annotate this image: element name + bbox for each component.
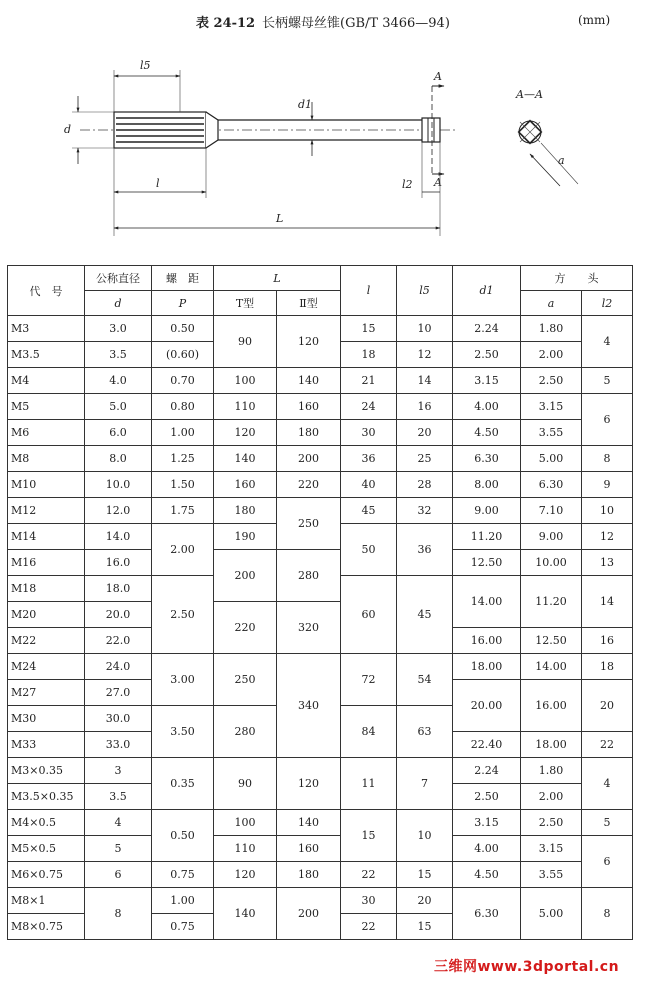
cell-LII: 180 bbox=[277, 420, 341, 446]
table-row bbox=[8, 888, 633, 914]
cell-a: 5.00 bbox=[521, 446, 582, 472]
cell-LT: 220 bbox=[214, 602, 277, 654]
cell-LT: 120 bbox=[214, 420, 277, 446]
cell-d1: 16.00 bbox=[453, 628, 521, 654]
col-L: L bbox=[214, 266, 341, 291]
cell-a: 1.80 bbox=[521, 316, 582, 342]
dim-l5: l5 bbox=[140, 59, 151, 72]
cell-LT: 140 bbox=[214, 888, 277, 940]
cell-code: M3 bbox=[8, 316, 85, 342]
cell-LT: 140 bbox=[214, 446, 277, 472]
cell-a: 14.00 bbox=[521, 654, 582, 680]
cell-l: 40 bbox=[341, 472, 397, 498]
col-square: 方 头 bbox=[521, 266, 633, 291]
cell-d: 5.0 bbox=[85, 394, 152, 420]
cell-l2: 6 bbox=[582, 394, 633, 446]
cell-code: M8×0.75 bbox=[8, 914, 85, 940]
cell-LII: 200 bbox=[277, 446, 341, 472]
table-row bbox=[8, 472, 633, 498]
cell-d1: 2.24 bbox=[453, 316, 521, 342]
section-title: A—A bbox=[516, 88, 543, 101]
cell-d1: 12.50 bbox=[453, 550, 521, 576]
col-d1: d1 bbox=[453, 266, 521, 316]
cell-a: 16.00 bbox=[521, 680, 582, 732]
cell-l2: 5 bbox=[582, 810, 633, 836]
table-row bbox=[8, 862, 633, 888]
cell-l: 45 bbox=[341, 498, 397, 524]
cell-l2: 8 bbox=[582, 888, 633, 940]
cell-d: 6.0 bbox=[85, 420, 152, 446]
cell-l: 22 bbox=[341, 914, 397, 940]
cell-d: 4.0 bbox=[85, 368, 152, 394]
cell-l: 30 bbox=[341, 888, 397, 914]
cell-d: 6 bbox=[85, 862, 152, 888]
cell-l: 11 bbox=[341, 758, 397, 810]
cell-code: M8 bbox=[8, 446, 85, 472]
header-row bbox=[8, 291, 633, 316]
col-L-II: Ⅱ型 bbox=[277, 291, 341, 316]
cell-P: 3.50 bbox=[152, 706, 214, 758]
cell-l2: 14 bbox=[582, 576, 633, 628]
cell-d1: 2.50 bbox=[453, 784, 521, 810]
table-title: 长柄螺母丝锥(GB/T 3466—94) bbox=[262, 16, 450, 31]
cell-d1: 4.00 bbox=[453, 836, 521, 862]
cell-code: M27 bbox=[8, 680, 85, 706]
cell-P: 0.75 bbox=[152, 862, 214, 888]
cell-d1: 4.50 bbox=[453, 862, 521, 888]
spec-table bbox=[7, 265, 633, 940]
cell-l5: 15 bbox=[397, 862, 453, 888]
dim-l2: l2 bbox=[402, 178, 413, 191]
cell-LII: 180 bbox=[277, 862, 341, 888]
cell-l: 72 bbox=[341, 654, 397, 706]
cell-l5: 12 bbox=[397, 342, 453, 368]
cell-LT: 190 bbox=[214, 524, 277, 550]
cell-LT: 90 bbox=[214, 316, 277, 368]
cell-a: 7.10 bbox=[521, 498, 582, 524]
cell-d1: 3.15 bbox=[453, 368, 521, 394]
table-row bbox=[8, 550, 633, 576]
cell-d: 8 bbox=[85, 888, 152, 940]
cell-LII: 120 bbox=[277, 316, 341, 368]
header-row bbox=[8, 266, 633, 291]
col-l2: l2 bbox=[582, 291, 633, 316]
cell-d1: 4.00 bbox=[453, 394, 521, 420]
cell-d1: 2.50 bbox=[453, 342, 521, 368]
cell-d1: 22.40 bbox=[453, 732, 521, 758]
cell-LT: 90 bbox=[214, 758, 277, 810]
watermark: 三维网www.3dportal.cn bbox=[434, 959, 620, 975]
dim-d: d bbox=[64, 123, 72, 136]
cell-P: 0.50 bbox=[152, 316, 214, 342]
cell-P: 0.35 bbox=[152, 758, 214, 810]
cell-P: 1.00 bbox=[152, 888, 214, 914]
taper bbox=[206, 112, 218, 148]
section-mark-bottom: A bbox=[434, 176, 442, 189]
col-l: l bbox=[341, 266, 397, 316]
cell-l5: 32 bbox=[397, 498, 453, 524]
cell-LII: 120 bbox=[277, 758, 341, 810]
cell-LT: 200 bbox=[214, 550, 277, 602]
table-row bbox=[8, 394, 633, 420]
cell-LII: 140 bbox=[277, 368, 341, 394]
cell-d1: 6.30 bbox=[453, 446, 521, 472]
cell-l2: 8 bbox=[582, 446, 633, 472]
cell-d1: 8.00 bbox=[453, 472, 521, 498]
cell-LT: 280 bbox=[214, 706, 277, 758]
cell-l5: 10 bbox=[397, 810, 453, 862]
cell-P: 1.25 bbox=[152, 446, 214, 472]
cell-l5: 25 bbox=[397, 446, 453, 472]
table-number: 表 24-12 bbox=[196, 16, 256, 31]
cell-code: M24 bbox=[8, 654, 85, 680]
cell-code: M3.5×0.35 bbox=[8, 784, 85, 810]
cell-d1: 18.00 bbox=[453, 654, 521, 680]
cell-d1: 4.50 bbox=[453, 420, 521, 446]
cell-P: 2.00 bbox=[152, 524, 214, 576]
cell-d: 10.0 bbox=[85, 472, 152, 498]
cell-LT: 250 bbox=[214, 654, 277, 706]
cell-d1: 20.00 bbox=[453, 680, 521, 732]
cell-l: 21 bbox=[341, 368, 397, 394]
cell-l5: 54 bbox=[397, 654, 453, 706]
cell-d: 30.0 bbox=[85, 706, 152, 732]
table-row bbox=[8, 316, 633, 342]
cell-d: 8.0 bbox=[85, 446, 152, 472]
cell-code: M33 bbox=[8, 732, 85, 758]
col-L-T: T型 bbox=[214, 291, 277, 316]
cell-l5: 63 bbox=[397, 706, 453, 758]
cell-code: M22 bbox=[8, 628, 85, 654]
cell-a: 11.20 bbox=[521, 576, 582, 628]
cell-d: 24.0 bbox=[85, 654, 152, 680]
cell-l5: 15 bbox=[397, 914, 453, 940]
cell-l5: 7 bbox=[397, 758, 453, 810]
cell-l2: 4 bbox=[582, 316, 633, 368]
dim-L: L bbox=[276, 212, 284, 225]
cell-l: 60 bbox=[341, 576, 397, 654]
cell-l: 22 bbox=[341, 862, 397, 888]
table-row bbox=[8, 498, 633, 524]
cell-d: 20.0 bbox=[85, 602, 152, 628]
cell-code: M6×0.75 bbox=[8, 862, 85, 888]
cell-a: 1.80 bbox=[521, 758, 582, 784]
cell-l: 24 bbox=[341, 394, 397, 420]
cell-code: M8×1 bbox=[8, 888, 85, 914]
cell-a: 3.15 bbox=[521, 394, 582, 420]
cell-P: 0.50 bbox=[152, 810, 214, 862]
cell-LII: 280 bbox=[277, 550, 341, 602]
table-row bbox=[8, 836, 633, 862]
cell-d: 22.0 bbox=[85, 628, 152, 654]
cell-d: 18.0 bbox=[85, 576, 152, 602]
cell-code: M18 bbox=[8, 576, 85, 602]
col-nominal-sym: d bbox=[85, 291, 152, 316]
cell-d: 3.5 bbox=[85, 342, 152, 368]
cell-d: 3.5 bbox=[85, 784, 152, 810]
table-caption bbox=[0, 10, 653, 34]
cell-l: 50 bbox=[341, 524, 397, 576]
cell-l2: 22 bbox=[582, 732, 633, 758]
cell-LT: 110 bbox=[214, 836, 277, 862]
cell-P: 0.80 bbox=[152, 394, 214, 420]
cell-l5: 16 bbox=[397, 394, 453, 420]
col-code: 代 号 bbox=[8, 266, 85, 316]
dim-d1: d1 bbox=[298, 98, 313, 111]
cell-a: 10.00 bbox=[521, 550, 582, 576]
col-l5: l5 bbox=[397, 266, 453, 316]
cell-LT: 100 bbox=[214, 368, 277, 394]
cell-a: 6.30 bbox=[521, 472, 582, 498]
cell-LII: 160 bbox=[277, 836, 341, 862]
cell-d: 4 bbox=[85, 810, 152, 836]
table-row bbox=[8, 810, 633, 836]
table-row bbox=[8, 654, 633, 680]
table-row bbox=[8, 420, 633, 446]
cell-l2: 16 bbox=[582, 628, 633, 654]
cell-code: M5 bbox=[8, 394, 85, 420]
cell-d1: 9.00 bbox=[453, 498, 521, 524]
cell-l: 18 bbox=[341, 342, 397, 368]
cell-l2: 6 bbox=[582, 836, 633, 888]
cell-a: 2.50 bbox=[521, 368, 582, 394]
cell-a: 18.00 bbox=[521, 732, 582, 758]
cell-d1: 2.24 bbox=[453, 758, 521, 784]
cell-d1: 14.00 bbox=[453, 576, 521, 628]
cell-LII: 200 bbox=[277, 888, 341, 940]
cell-LT: 120 bbox=[214, 862, 277, 888]
cell-a: 2.50 bbox=[521, 810, 582, 836]
cell-l2: 18 bbox=[582, 654, 633, 680]
cell-l2: 12 bbox=[582, 524, 633, 550]
cell-LT: 100 bbox=[214, 810, 277, 836]
cell-code: M6 bbox=[8, 420, 85, 446]
cell-l2: 20 bbox=[582, 680, 633, 732]
unit-label: (mm) bbox=[578, 13, 611, 27]
cell-a: 3.55 bbox=[521, 420, 582, 446]
cell-P: 1.50 bbox=[152, 472, 214, 498]
cell-P: 2.50 bbox=[152, 576, 214, 654]
cell-code: M16 bbox=[8, 550, 85, 576]
cell-l2: 4 bbox=[582, 758, 633, 810]
cell-l: 36 bbox=[341, 446, 397, 472]
cell-code: M10 bbox=[8, 472, 85, 498]
cell-d: 27.0 bbox=[85, 680, 152, 706]
col-a: a bbox=[521, 291, 582, 316]
cell-l5: 28 bbox=[397, 472, 453, 498]
cell-d: 14.0 bbox=[85, 524, 152, 550]
cell-d: 3 bbox=[85, 758, 152, 784]
cell-l5: 20 bbox=[397, 420, 453, 446]
cell-LII: 160 bbox=[277, 394, 341, 420]
cell-d1: 11.20 bbox=[453, 524, 521, 550]
cell-d1: 6.30 bbox=[453, 888, 521, 940]
cell-code: M4 bbox=[8, 368, 85, 394]
square-head bbox=[422, 118, 440, 142]
dim-a: a bbox=[558, 154, 565, 167]
col-pitch-sym: P bbox=[152, 291, 214, 316]
section-mark-top: A bbox=[434, 70, 442, 83]
cell-LII: 340 bbox=[277, 654, 341, 758]
table-row bbox=[8, 368, 633, 394]
cell-P: (0.60) bbox=[152, 342, 214, 368]
cell-P: 3.00 bbox=[152, 654, 214, 706]
col-nominal: 公称直径 bbox=[85, 266, 152, 291]
cell-P: 0.75 bbox=[152, 914, 214, 940]
cell-code: M12 bbox=[8, 498, 85, 524]
cell-a: 3.55 bbox=[521, 862, 582, 888]
cell-code: M3×0.35 bbox=[8, 758, 85, 784]
cell-a: 12.50 bbox=[521, 628, 582, 654]
cell-a: 2.00 bbox=[521, 342, 582, 368]
cell-l5: 14 bbox=[397, 368, 453, 394]
cell-a: 5.00 bbox=[521, 888, 582, 940]
cell-d: 5 bbox=[85, 836, 152, 862]
cell-l: 15 bbox=[341, 316, 397, 342]
cell-l2: 9 bbox=[582, 472, 633, 498]
cell-l5: 20 bbox=[397, 888, 453, 914]
cell-d: 12.0 bbox=[85, 498, 152, 524]
cell-l5: 10 bbox=[397, 316, 453, 342]
cell-LII: 140 bbox=[277, 810, 341, 836]
cell-a: 2.00 bbox=[521, 784, 582, 810]
cell-LT: 180 bbox=[214, 498, 277, 524]
cell-l: 30 bbox=[341, 420, 397, 446]
cell-d: 16.0 bbox=[85, 550, 152, 576]
cell-l2: 13 bbox=[582, 550, 633, 576]
cell-code: M30 bbox=[8, 706, 85, 732]
cell-LT: 160 bbox=[214, 472, 277, 498]
cell-l5: 36 bbox=[397, 524, 453, 576]
cell-code: M5×0.5 bbox=[8, 836, 85, 862]
cell-code: M20 bbox=[8, 602, 85, 628]
cell-d: 3.0 bbox=[85, 316, 152, 342]
cell-LII: 320 bbox=[277, 602, 341, 654]
cell-l: 15 bbox=[341, 810, 397, 862]
cell-P: 0.70 bbox=[152, 368, 214, 394]
cell-l2: 5 bbox=[582, 368, 633, 394]
cell-code: M14 bbox=[8, 524, 85, 550]
dim-l: l bbox=[156, 177, 160, 190]
cell-d: 33.0 bbox=[85, 732, 152, 758]
cell-P: 1.00 bbox=[152, 420, 214, 446]
cell-l: 84 bbox=[341, 706, 397, 758]
cell-a: 3.15 bbox=[521, 836, 582, 862]
cell-LII: 250 bbox=[277, 498, 341, 550]
cell-code: M4×0.5 bbox=[8, 810, 85, 836]
cell-l2: 10 bbox=[582, 498, 633, 524]
tap-drawing bbox=[0, 36, 653, 261]
table-row bbox=[8, 758, 633, 784]
cell-LII: 220 bbox=[277, 472, 341, 498]
col-pitch: 螺 距 bbox=[152, 266, 214, 291]
cell-LT: 110 bbox=[214, 394, 277, 420]
cell-a: 9.00 bbox=[521, 524, 582, 550]
cell-code: M3.5 bbox=[8, 342, 85, 368]
cell-l5: 45 bbox=[397, 576, 453, 654]
table-row bbox=[8, 446, 633, 472]
cell-d1: 3.15 bbox=[453, 810, 521, 836]
cell-P: 1.75 bbox=[152, 498, 214, 524]
